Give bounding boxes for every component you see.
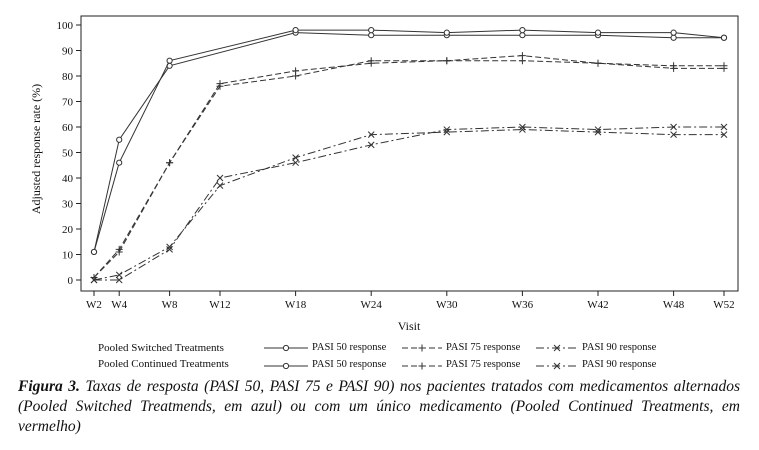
x-tick-label: W4: [111, 299, 128, 311]
series-line: [94, 61, 724, 278]
y-tick-label: 70: [62, 96, 73, 109]
x-tick-label: W48: [662, 299, 685, 311]
legend-pasi75-switched: PASI 75 response: [446, 342, 521, 353]
y-tick-label: 40: [62, 173, 73, 185]
series-line: [94, 127, 724, 280]
y-tick-label: 30: [62, 198, 73, 211]
caption-label: Figura 3.: [18, 378, 80, 395]
data-point: [217, 175, 223, 181]
data-point: [166, 159, 173, 166]
figure-caption: [18, 377, 740, 437]
x-tick-label: W18: [284, 299, 307, 311]
data-point: [595, 30, 600, 35]
legend-pasi75-continued: PASI 75 response: [446, 359, 521, 370]
x-tick-label: W36: [511, 299, 534, 311]
legend-symbols-pasi50: [264, 340, 308, 376]
y-tick-label: 50: [62, 147, 73, 160]
data-point: [369, 28, 374, 33]
x-tick-label: W12: [209, 299, 231, 311]
y-tick-label: 80: [62, 71, 73, 83]
legend-pasi50-continued: PASI 50 response: [312, 359, 387, 370]
data-point: [671, 30, 676, 35]
legend-symbols-pasi75: [402, 340, 442, 376]
data-point: [520, 33, 525, 38]
data-point: [671, 35, 676, 40]
y-tick-label: 100: [56, 20, 73, 32]
data-point: [217, 183, 223, 189]
x-tick-label: W8: [161, 299, 178, 311]
data-point: [293, 28, 298, 33]
y-tick-label: 10: [62, 249, 73, 262]
y-tick-label: 90: [62, 45, 73, 58]
circle-marker-icon: [283, 363, 288, 368]
data-point: [369, 33, 374, 38]
plot-frame: [81, 16, 738, 291]
legend: [0, 338, 759, 378]
circle-marker-icon: [283, 345, 288, 350]
series-line: [94, 56, 724, 278]
data-point: [117, 137, 122, 142]
data-point: [167, 58, 172, 63]
legend-pasi50-switched: PASI 50 response: [312, 342, 387, 353]
data-point: [117, 160, 122, 165]
y-axis-label: Adjusted response rate (%): [29, 83, 43, 215]
data-point: [519, 52, 526, 59]
caption-text: Taxas de resposta (PASI 50, PASI 75 e PASI 90) nos pacientes tratados com medicamentos alternados (Pooled Switched Treatmends, em azul) ou com um único medicamento (Pooled Continued Treatments, em vermelho): [18, 378, 740, 435]
legend-group-switched: Pooled Switched Treatments: [98, 342, 224, 354]
series-2: [91, 57, 728, 281]
legend-symbols-pasi90: [536, 340, 578, 376]
series-3: [91, 52, 728, 281]
data-point: [721, 35, 726, 40]
plus-marker-icon: [419, 345, 426, 352]
plus-marker-icon: [419, 363, 426, 370]
data-point: [292, 67, 299, 74]
legend-group-continued: Pooled Continued Treatments: [98, 358, 229, 370]
series-5: [91, 127, 727, 283]
data-point: [443, 57, 450, 64]
data-point: [595, 60, 602, 67]
data-point: [520, 28, 525, 33]
x-tick-label: W30: [436, 299, 458, 311]
x-tick-label: W42: [587, 299, 609, 311]
x-axis: [86, 291, 735, 311]
series-layer: [91, 28, 728, 284]
legend-pasi90-continued: PASI 90 response: [582, 359, 657, 370]
series-line: [94, 130, 724, 280]
x-tick-label: W24: [360, 299, 382, 311]
x-tick-label: W52: [713, 299, 735, 311]
series-4: [91, 124, 727, 283]
x-tick-label: W2: [86, 299, 102, 311]
data-point: [293, 155, 299, 161]
data-point: [444, 30, 449, 35]
y-tick-label: 20: [62, 224, 73, 236]
legend-pasi90-switched: PASI 90 response: [582, 342, 657, 353]
y-tick-label: 60: [62, 122, 73, 134]
x-axis-label: Visit: [397, 319, 421, 333]
series-line: [94, 30, 724, 252]
series-0: [91, 30, 726, 254]
y-tick-label: 0: [67, 275, 73, 287]
data-point: [91, 249, 96, 254]
y-axis: [57, 20, 82, 287]
